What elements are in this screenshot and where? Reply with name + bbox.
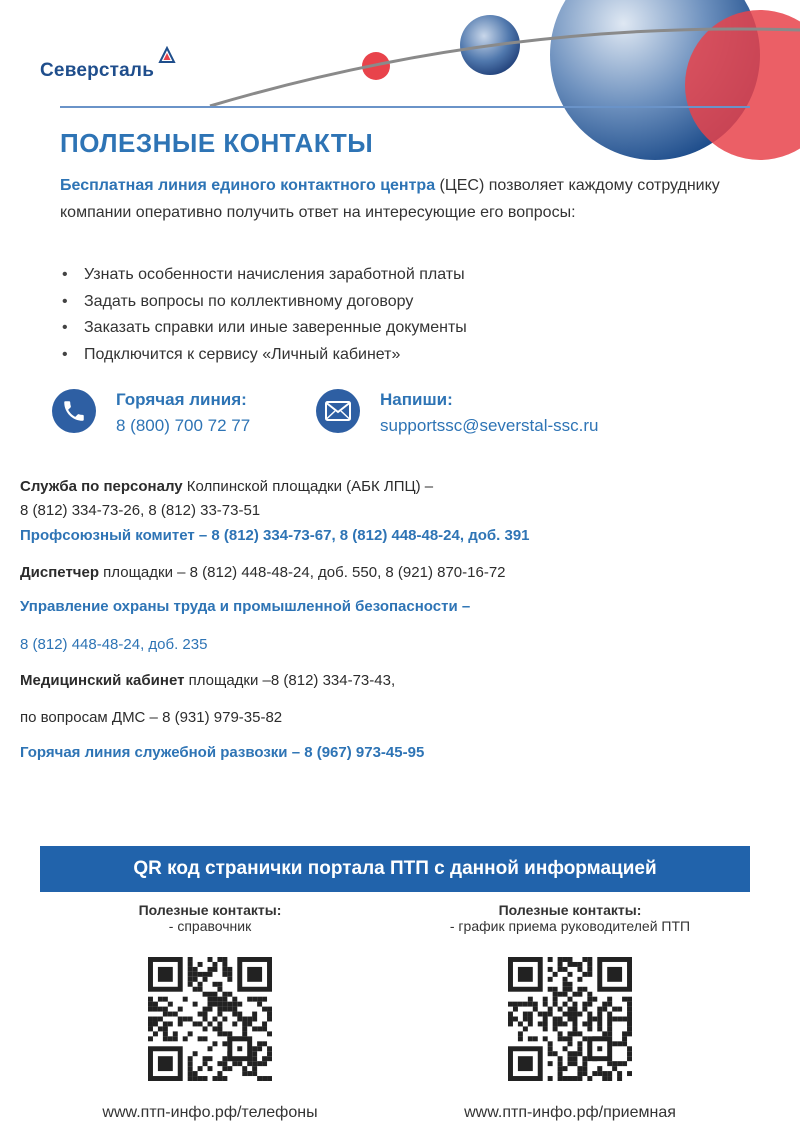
severstal-logo: [40, 46, 180, 86]
intro-paragraph: [60, 172, 720, 226]
medical-office-phone: площадки –8 (812) 334-73-43,: [184, 672, 396, 689]
safety-department-line: Управление охраны труда и промышленной безопасности –: [20, 598, 471, 615]
qr-right-url[interactable]: www.птп-инфо.рф/приемная: [464, 1104, 676, 1121]
hr-service-location: Колпинской площадки (АБК ЛПЦ) –: [182, 478, 434, 495]
write-label: Напиши:: [380, 390, 453, 409]
qr-code-left[interactable]: [148, 957, 272, 1081]
list-item: • Задать вопросы по коллективному договору: [60, 289, 467, 316]
intro-highlight: Бесплатная линия единого контактного центра: [60, 177, 436, 194]
hotline-phone[interactable]: 8 (800) 700 72 77: [116, 416, 251, 435]
qr-right-title: Полезные контакты:: [498, 902, 642, 918]
qr-code-right[interactable]: [508, 957, 632, 1081]
dms-line: по вопросам ДМС – 8 (931) 979-35-82: [20, 709, 283, 726]
qr-left-url[interactable]: www.птп-инфо.рф/телефоны: [102, 1104, 318, 1121]
qr-right-caption: [390, 902, 750, 934]
safety-department-phone: 8 (812) 448-48-24, доб. 235: [20, 636, 208, 653]
envelope-icon: [316, 389, 360, 433]
dispatcher-title: Диспетчер: [20, 564, 100, 581]
intro-rest: (ЦЕС) позволяет каждому сотруднику компании оперативно получить ответ на интересующие его вопросы:: [60, 177, 720, 221]
transport-hotline-line: Горячая линия служебной развозки – 8 (967) 973-45-95: [20, 744, 425, 761]
dispatcher-phones: площадки – 8 (812) 448-48-24, доб. 550, 8 (921) 870-16-72: [99, 564, 506, 581]
union-committee-line: Профсоюзный комитет – 8 (812) 334-73-67, 8 (812) 448-48-24, доб. 391: [20, 527, 530, 544]
qr-banner: QR код странички портала ПТП с данной информацией: [40, 846, 750, 892]
header-decoration: [0, 0, 800, 200]
page-title: ПОЛЕЗНЫЕ КОНТАКТЫ: [60, 128, 374, 158]
qr-right-subtitle: - график приема руководителей ПТП: [449, 918, 691, 934]
qr-left-caption: [30, 902, 390, 934]
hotline-label: Горячая линия:: [116, 390, 247, 409]
logo-text: Северсталь: [40, 60, 155, 81]
support-email-link[interactable]: supportssc@severstal-ssc.ru: [380, 416, 599, 435]
hr-service-line: [20, 478, 433, 495]
features-list: [60, 262, 467, 368]
medical-office-line: [20, 672, 395, 689]
qr-left-title: Полезные контакты:: [138, 902, 282, 918]
header-divider: [60, 106, 750, 108]
dispatcher-line: [20, 564, 506, 581]
list-item: • Подключится к сервису «Личный кабинет»: [60, 342, 467, 369]
list-item: • Узнать особенности начисления заработной платы: [60, 262, 467, 289]
hr-service-phones: 8 (812) 334-73-26, 8 (812) 33-73-51: [20, 502, 261, 519]
phone-icon: [52, 389, 96, 433]
medical-office-title: Медицинский кабинет: [20, 672, 185, 689]
qr-left-subtitle: - справочник: [168, 918, 252, 934]
hr-service-title: Служба по персоналу: [20, 478, 183, 495]
logo-mark-icon: [158, 46, 176, 64]
list-item: • Заказать справки или иные заверенные документы: [60, 315, 467, 342]
